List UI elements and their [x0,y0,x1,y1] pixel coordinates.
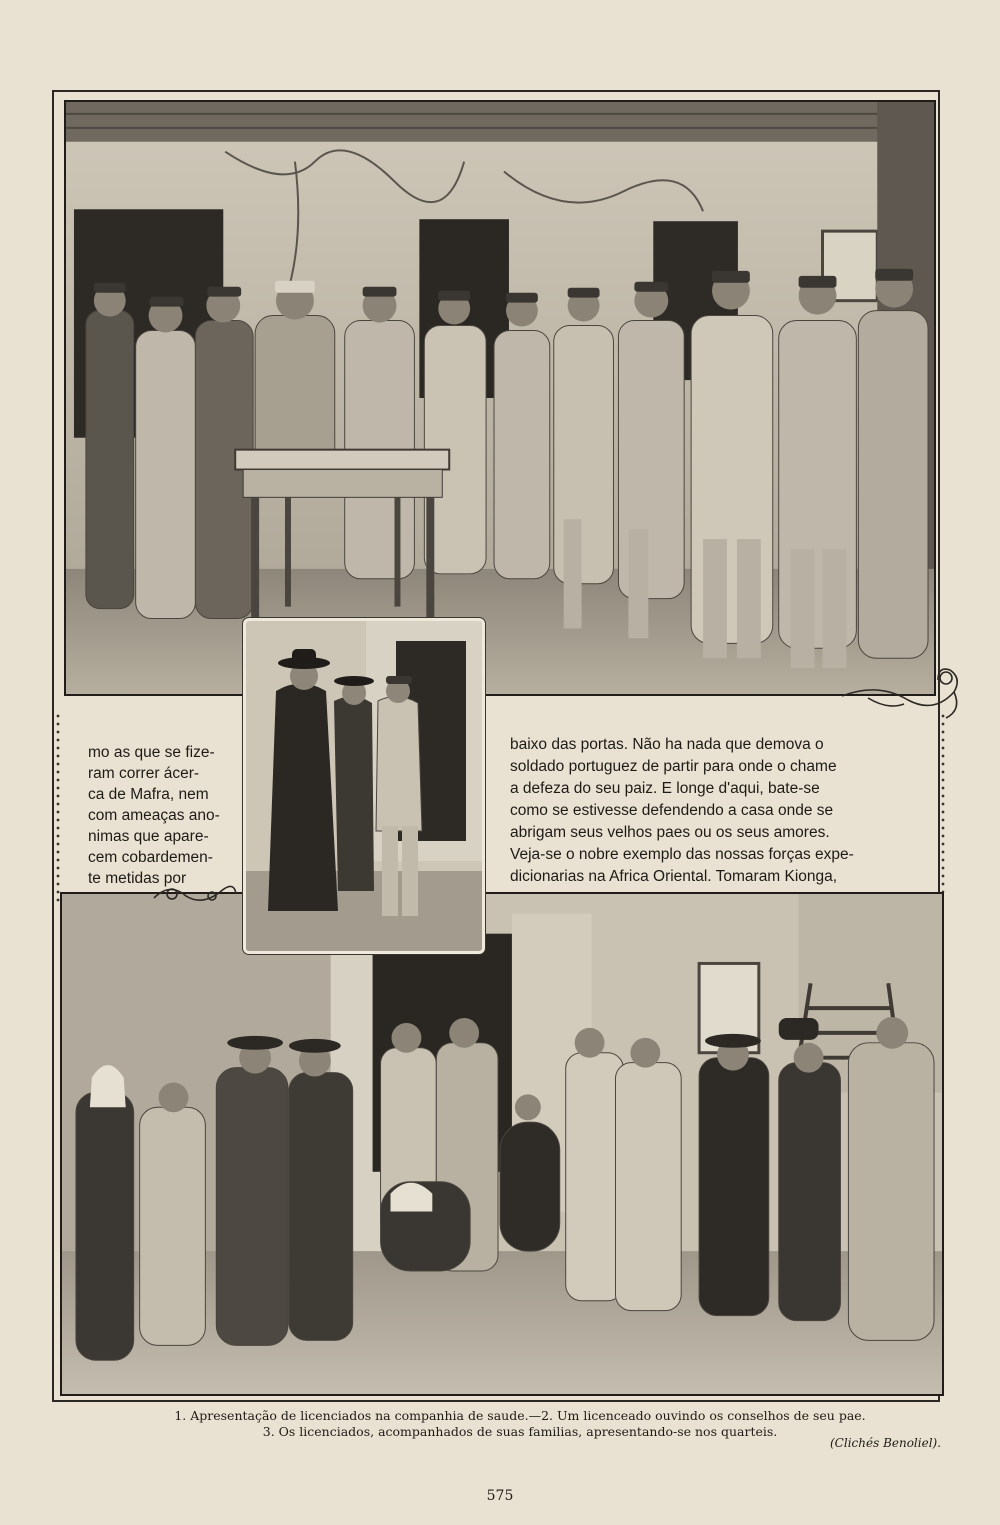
text-line: como se estivesse defendendo a casa onde se [510,802,834,819]
text-line: abrigam seus velhos paes ou os seus amores. [510,824,830,841]
text-line: ca de Mafra, nem [88,786,209,803]
photo-credit: (Clichés Benoliel). [830,1436,942,1450]
dotted-rule-left [55,712,61,902]
text-line: ram correr ácer- [88,765,200,782]
dotted-rule-right [940,712,946,892]
scroll-ornament-right [838,652,966,722]
article-text-left-column [88,742,234,889]
photo-father-advising-son [243,618,485,954]
text-line: a defeza do seu paiz. E longe d'aqui, bate-se [510,780,820,797]
text-line: com ameaças ano- [88,807,220,824]
text-line: nimas que apare- [88,828,209,845]
text-line: baixo das portas. Não ha nada que demova o [510,736,824,753]
text-line: cem cobardemen- [88,849,213,866]
photo-soldiers-with-families [60,892,944,1396]
text-line: te metidas por [88,870,187,887]
text-line: Veja-se o nobre exemplo das nossas forças expe- [510,846,854,863]
text-line: dicionarias na Africa Oriental. Tomaram Kionga, [510,868,838,885]
caption-line-1: 1. Apresentação de licenciados na companhia de saude.—2. Um licenceado ouvindo os conselhos de seu pae. [174,1408,866,1423]
caption-line-2: 3. Os licenciados, acompanhados de suas familias, apresentando-se nos quarteis. [262,1424,778,1439]
text-line: soldado portuguez de partir para onde o chame [510,758,837,775]
photo-soldiers-at-table [64,100,936,696]
page-number: 575 [486,1488,514,1504]
photo-caption [100,1408,940,1440]
text-line: mo as que se fize- [88,744,215,761]
article-text-right-column [510,734,922,888]
